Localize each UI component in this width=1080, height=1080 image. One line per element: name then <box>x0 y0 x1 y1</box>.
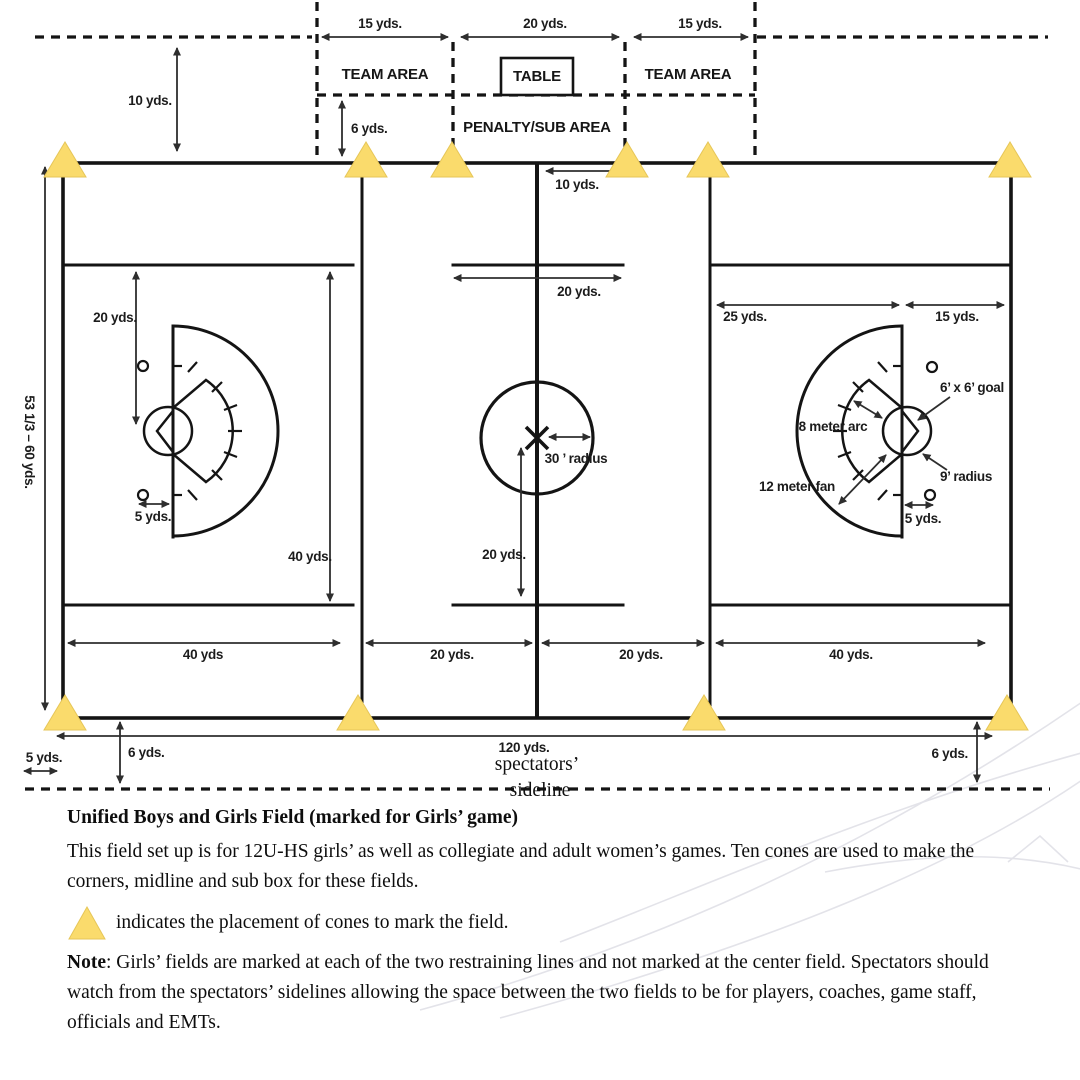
cone-marker <box>606 142 648 177</box>
caption-note <box>67 948 1032 1038</box>
dim-label-bottom-20-left: 20 yds. <box>430 647 474 662</box>
dim-label-10yds-offset: 10 yds. <box>128 93 172 108</box>
field-height-dimension <box>22 167 45 710</box>
right-goal <box>902 411 918 452</box>
cone-marker <box>345 142 387 177</box>
left-arc-hash-marks <box>173 362 242 500</box>
arc8-callout-arrow <box>854 401 882 418</box>
caption-paragraph: This field set up is for 12U-HS girls’ as well as collegiate and adult women’s games. Ten cones are used to make the corners, midline and sub box for these fields. <box>67 841 975 892</box>
cone-marker <box>687 142 729 177</box>
spectators-label-line1: spectators’ <box>494 754 580 775</box>
penalty-sub-area-label: PENALTY/SUB AREA <box>463 119 611 136</box>
cone-marker <box>44 142 86 177</box>
goal-size-label: 6’ x 6’ goal <box>940 380 1004 395</box>
dim-label-left-20yds: 20 yds. <box>93 310 137 325</box>
dim-label-left-40yds: 40 yds. <box>288 549 332 564</box>
dim-label-team-right: 15 yds. <box>678 16 722 31</box>
dim-label-30ft-radius: 30 ’ radius <box>544 451 608 466</box>
radius9-callout-arrow <box>923 454 947 470</box>
left-goal-circle <box>144 407 192 455</box>
right-goal-circle <box>883 407 931 455</box>
goal-callout-arrow <box>918 397 950 420</box>
bottom-dimension-arrows <box>68 643 985 662</box>
dim-label-subbox-10yds: 10 yds. <box>555 177 599 192</box>
left-5yd-dot-lower <box>138 490 148 500</box>
cone-legend-icon-wrap <box>67 905 107 941</box>
left-goal <box>157 411 173 452</box>
left-8-meter-arc <box>173 380 233 482</box>
team-area-left-label: TEAM AREA <box>341 66 429 83</box>
dim-label-120yds: 120 yds. <box>498 740 550 755</box>
left-goal-markings <box>93 272 332 601</box>
dim-label-bottom-40-right: 40 yds. <box>829 647 873 662</box>
cone-marker <box>986 695 1028 730</box>
arc8-label: 8 meter arc <box>798 419 868 434</box>
caption-title: Unified Boys and Girls Field (marked for Girls’ game) <box>67 807 519 828</box>
left-5yd-dot-upper <box>138 361 148 371</box>
dim-label-field-height: 53 1/3 – 60 yds. <box>22 395 37 489</box>
cone-marker <box>683 695 725 730</box>
top-bench-area <box>35 2 1048 158</box>
cone-marker <box>989 142 1031 177</box>
fan12-label: 12 meter fan <box>759 479 835 494</box>
cone-marker <box>44 695 86 730</box>
spectators-label-line2: sideline <box>509 780 571 801</box>
cone-marker <box>337 695 379 730</box>
left-12-meter-fan <box>173 326 278 536</box>
dim-label-center-20yds-lower: 20 yds. <box>482 547 526 562</box>
dim-label-bottom-20-right: 20 yds. <box>619 647 663 662</box>
dim-label-right-25yds: 25 yds. <box>723 309 767 324</box>
dim-label-corner-5yds: 5 yds. <box>25 750 63 765</box>
cone-legend-text: indicates the placement of cones to mark the field. <box>116 911 509 933</box>
radius9-label: 9’ radius <box>939 469 993 484</box>
table-label: TABLE <box>513 68 561 85</box>
dim-label-table-width: 20 yds. <box>523 16 567 31</box>
dim-label-bottom-40-left: 40 yds <box>182 647 224 662</box>
cone-icon <box>69 907 105 939</box>
dim-label-left-5yds: 5 yds. <box>134 509 172 524</box>
dim-label-team-left: 15 yds. <box>358 16 402 31</box>
cone-marker <box>431 142 473 177</box>
caption <box>67 800 1032 1038</box>
fan12-callout-arrow <box>839 455 886 504</box>
dim-label-center-20yds-upper: 20 yds. <box>557 284 601 299</box>
dim-label-6yds-right: 6 yds. <box>931 746 968 761</box>
team-area-right-label: TEAM AREA <box>644 66 732 83</box>
right-goal-markings <box>717 305 1004 537</box>
right-5yd-dot-upper <box>927 362 937 372</box>
dim-label-6yds-left: 6 yds. <box>128 745 165 760</box>
dim-label-6yds-bench: 6 yds. <box>351 121 388 136</box>
note-text: : Girls’ fields are marked at each of the two restraining lines and not marked at the center field. Spectators should watch from the spectators’ sidelines allowing the space between the two fields to be for players, coaches, game staff, officials and EMTs. <box>67 952 989 1033</box>
dim-label-right-5yds: 5 yds. <box>904 511 942 526</box>
cone-legend <box>67 904 1032 941</box>
note-label: Note <box>67 952 106 973</box>
dim-label-right-15yds: 15 yds. <box>935 309 979 324</box>
right-5yd-dot-lower <box>925 490 935 500</box>
bottom-spectator-area <box>24 722 1050 801</box>
